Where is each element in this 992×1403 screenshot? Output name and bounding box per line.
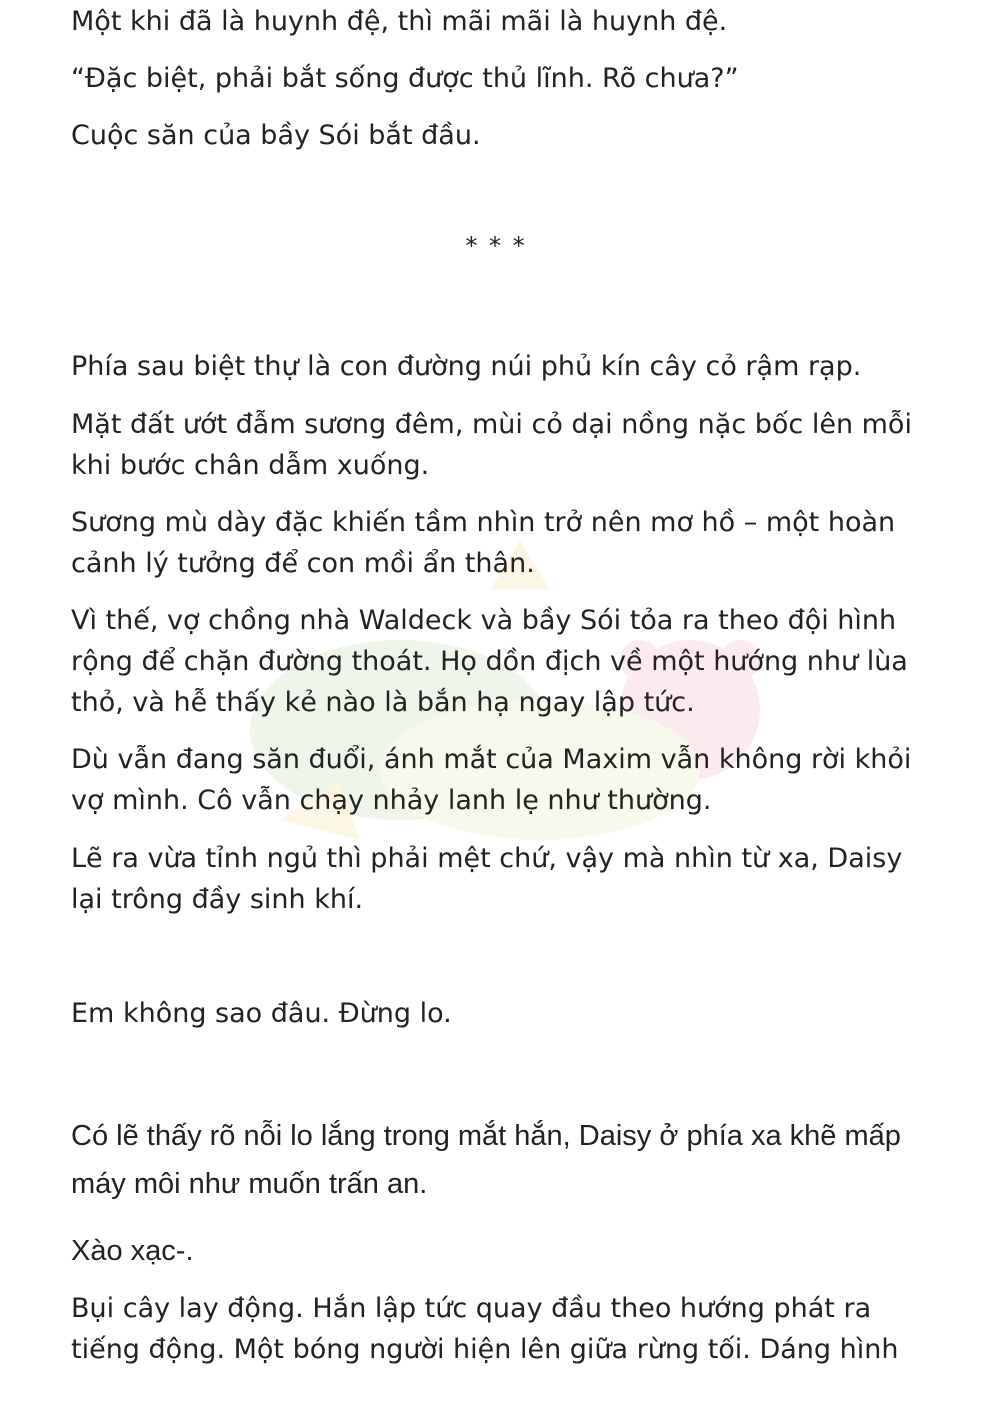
paragraph-mountain-road: Phía sau biệt thự là con đường núi phủ kín cây cỏ rậm rạp.: [71, 351, 862, 382]
section-separator: * * *: [465, 232, 527, 260]
paragraph-daisy-lips: Có lẽ thấy rõ nỗi lo lắng trong mắt hắn, Daisy ở phía xa khẽ mấp máy môi như muốn trấn an.: [71, 1120, 909, 1200]
paragraph-rustle: Xào xạc-.: [71, 1235, 194, 1267]
paragraph-hunt-begins: Cuộc săn của bầy Sói bắt đầu.: [71, 120, 481, 151]
paragraph-daisy-energy: Lẽ ra vừa tỉnh ngủ thì phải mệt chứ, vậy mà nhìn từ xa, Daisy lại trông đầy sinh khí.: [71, 843, 911, 915]
paragraph-fog: Sương mù dày đặc khiến tầm nhìn trở nên mơ hồ – một hoàn cảnh lý tưởng để con mồi ẩn thân.: [71, 507, 904, 579]
paragraph-reassurance: Em không sao đâu. Đừng lo.: [71, 998, 452, 1029]
paragraph-brotherhood: Một khi đã là huynh đệ, thì mãi mãi là huynh đệ.: [71, 6, 728, 37]
paragraph-formation: Vì thế, vợ chồng nhà Waldeck và bầy Sói tỏa ra theo đội hình rộng để chặn đường thoát. Họ dồn địch về một hướng như lùa thỏ, và hễ thấy kẻ nào là bắn hạ ngay lập tức.: [71, 605, 917, 718]
paragraph-maxim-watch: Dù vẫn đang săn đuổi, ánh mắt của Maxim vẫn không rời khỏi vợ mình. Cô vẫn chạy nhảy lanh lẹ như thường.: [71, 744, 921, 816]
paragraph-wet-ground: Mặt đất ướt đẫm sương đêm, mùi cỏ dại nồng nặc bốc lên mỗi khi bước chân dẫm xuống.: [71, 409, 921, 481]
paragraph-capture-leader: “Đặc biệt, phải bắt sống được thủ lĩnh. Rõ chưa?”: [71, 63, 739, 94]
paragraph-shadow-figure: Bụi cây lay động. Hắn lập tức quay đầu theo hướng phát ra tiếng động. Một bóng người hiện lên giữa rừng tối. Dáng hình: [71, 1293, 899, 1365]
